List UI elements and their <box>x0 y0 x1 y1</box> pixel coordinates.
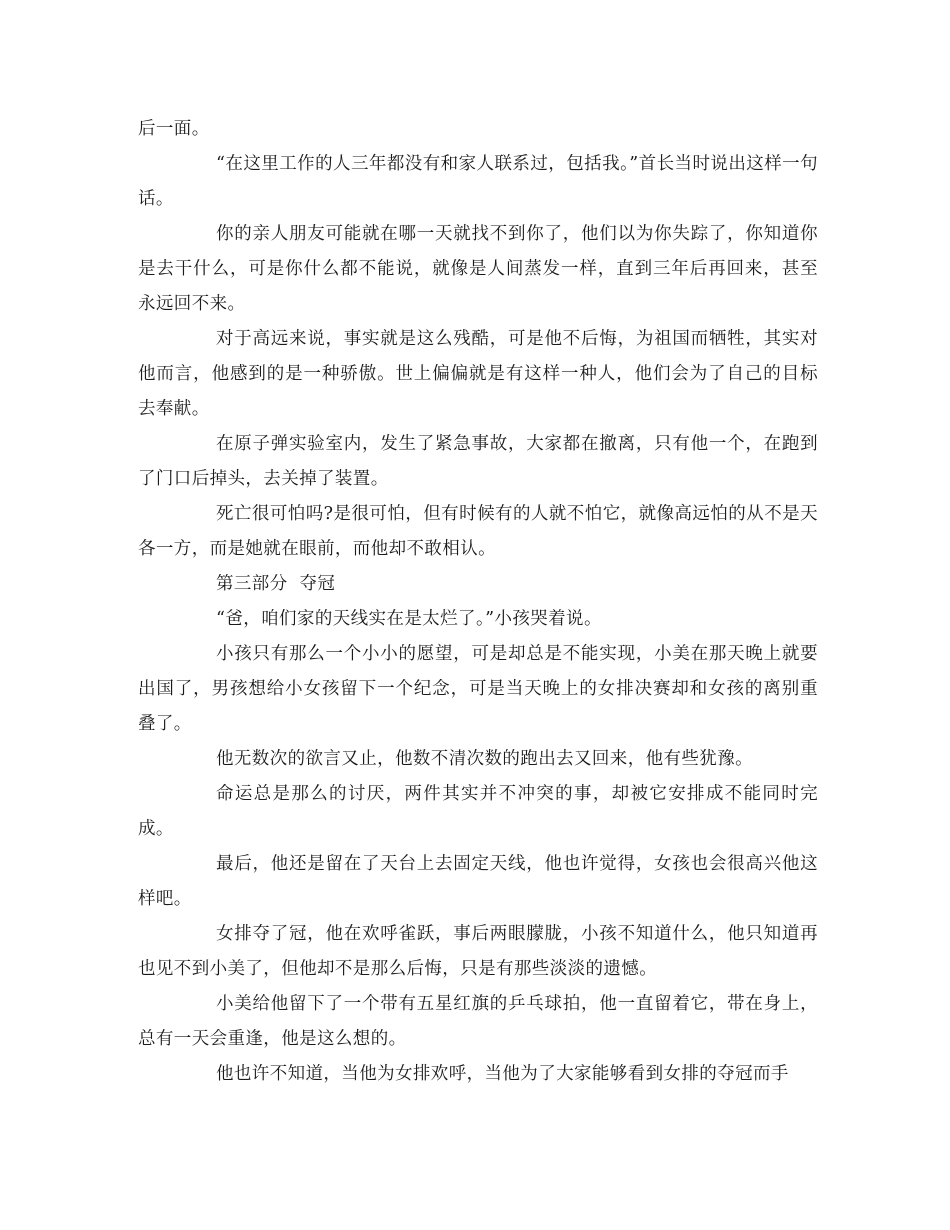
paragraph: 他无数次的欲言又止，他数不清次数的跑出去又回来，他有些犹豫。 <box>216 749 753 769</box>
section-heading: 第三部分 夺冠 <box>216 574 336 594</box>
paragraph: “爸，咱们家的天线实在是太烂了。”小孩哭着说。 <box>216 609 602 629</box>
paragraph: 最后，他还是留在了天台上去固定天线，他也许觉得，女孩也会很高兴他这样吧。 <box>138 854 818 909</box>
paragraph: 小孩只有那么一个小小的愿望，可是却总是不能实现，小美在那天晚上就要出国了，男孩想给小女孩留下一个纪念，可是当天晚上的女排决赛却和女孩的离别重叠了。 <box>138 644 818 734</box>
paragraph: 后一面。 <box>138 119 210 139</box>
paragraph: 你的亲人朋友可能就在哪一天就找不到你了，他们以为你失踪了，你知道你是去干什么，可是你什么都不能说，就像是人间蒸发一样，直到三年后再回来，甚至永远回不来。 <box>138 224 818 314</box>
paragraph: “在这里工作的人三年都没有和家人联系过，包括我。”首长当时说出这样一句话。 <box>138 154 818 209</box>
paragraph: 命运总是那么的讨厌，两件其实并不冲突的事，却被它安排成不能同时完成。 <box>138 784 818 839</box>
paragraph: 对于高远来说，事实就是这么残酷，可是他不后悔，为祖国而牺牲，其实对他而言，他感到的是一种骄傲。世上偏偏就是有这样一种人，他们会为了自己的目标去奉献。 <box>138 329 818 419</box>
paragraph: 他也许不知道，当他为女排欢呼，当他为了大家能够看到女排的夺冠而手 <box>216 1064 789 1084</box>
paragraph: 死亡很可怕吗?是很可怕，但有时候有的人就不怕它，就像高远怕的从不是天各一方，而是她就在眼前，而他却不敢相认。 <box>138 504 818 559</box>
document-body <box>138 112 818 1092</box>
paragraph: 小美给他留下了一个带有五星红旗的乒乓球拍，他一直留着它，带在身上，总有一天会重逢，他是这么想的。 <box>138 994 818 1049</box>
paragraph: 在原子弹实验室内，发生了紧急事故，大家都在撤离，只有他一个，在跑到了门口后掉头，去关掉了装置。 <box>138 434 818 489</box>
paragraph: 女排夺了冠，他在欢呼雀跃，事后两眼朦胧，小孩不知道什么，他只知道再也见不到小美了，但他却不是那么后悔，只是有那些淡淡的遗憾。 <box>138 924 818 979</box>
